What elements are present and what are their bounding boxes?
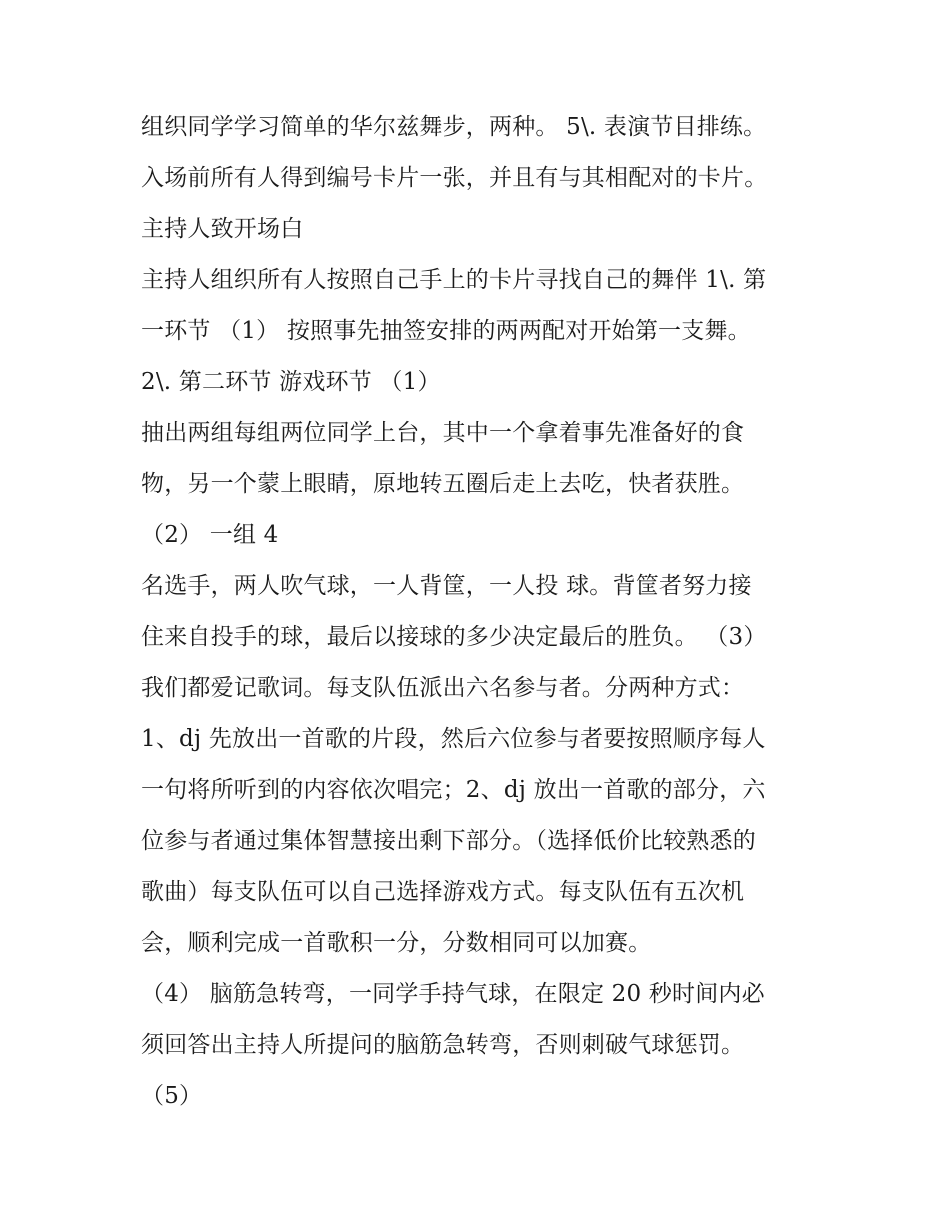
text-line: 1、dj 先放出一首歌的片段，然后六位参与者要按照顺序每人 (141, 726, 766, 752)
text-line: 一环节 （1） 按照事先抽签安排的两两配对开始第一支舞。 (141, 318, 751, 344)
text-line: （4） 脑筋急转弯，一同学手持气球，在限定 20 秒时间内必 (141, 981, 765, 1007)
text-line: 歌曲）每支队伍可以自己选择游戏方式。每支队伍有五次机 (141, 879, 745, 905)
text-line: 会，顺利完成一首歌积一分，分数相同可以加赛。 (141, 930, 652, 956)
text-line: 物，另一个蒙上眼睛，原地转五圈后走上去吃，快者获胜。 (141, 471, 745, 497)
text-line: 须回答出主持人所提问的脑筋急转弯，否则刺破气球惩罚。 (141, 1032, 745, 1058)
text-line: 名选手，两人吹气球，一人背筐，一人投 球。背筐者努力接 (141, 573, 752, 599)
document-body (141, 102, 841, 1122)
text-line: 主持人组织所有人按照自己手上的卡片寻找自己的舞伴 1\. 第 (141, 267, 767, 293)
text-line: 位参与者通过集体智慧接出剩下部分。（选择低价比较熟悉的 (141, 828, 756, 854)
text-line: 住来自投手的球，最后以接球的多少决定最后的胜负。 （3） (141, 624, 767, 650)
text-line: （5） (141, 1083, 203, 1109)
text-line: 我们都爱记歌词。每支队伍派出六名参与者。分两种方式： (141, 675, 745, 701)
text-line: 入场前所有人得到编号卡片一张，并且有与其相配对的卡片。 (141, 165, 768, 191)
text-line: 一句将所听到的内容依次唱完；2、dj 放出一首歌的部分，六 (141, 777, 766, 803)
text-line: 主持人致开场白 (141, 216, 304, 242)
text-line: 组织同学学习简单的华尔兹舞步，两种。 5\. 表演节目排练。 (141, 114, 767, 140)
text-line: 2\. 第二环节 游戏环节 （1） (141, 369, 441, 395)
text-line: 抽出两组每组两位同学上台，其中一个拿着事先准备好的食 (141, 420, 745, 446)
text-line: （2） 一组 4 (141, 522, 279, 548)
